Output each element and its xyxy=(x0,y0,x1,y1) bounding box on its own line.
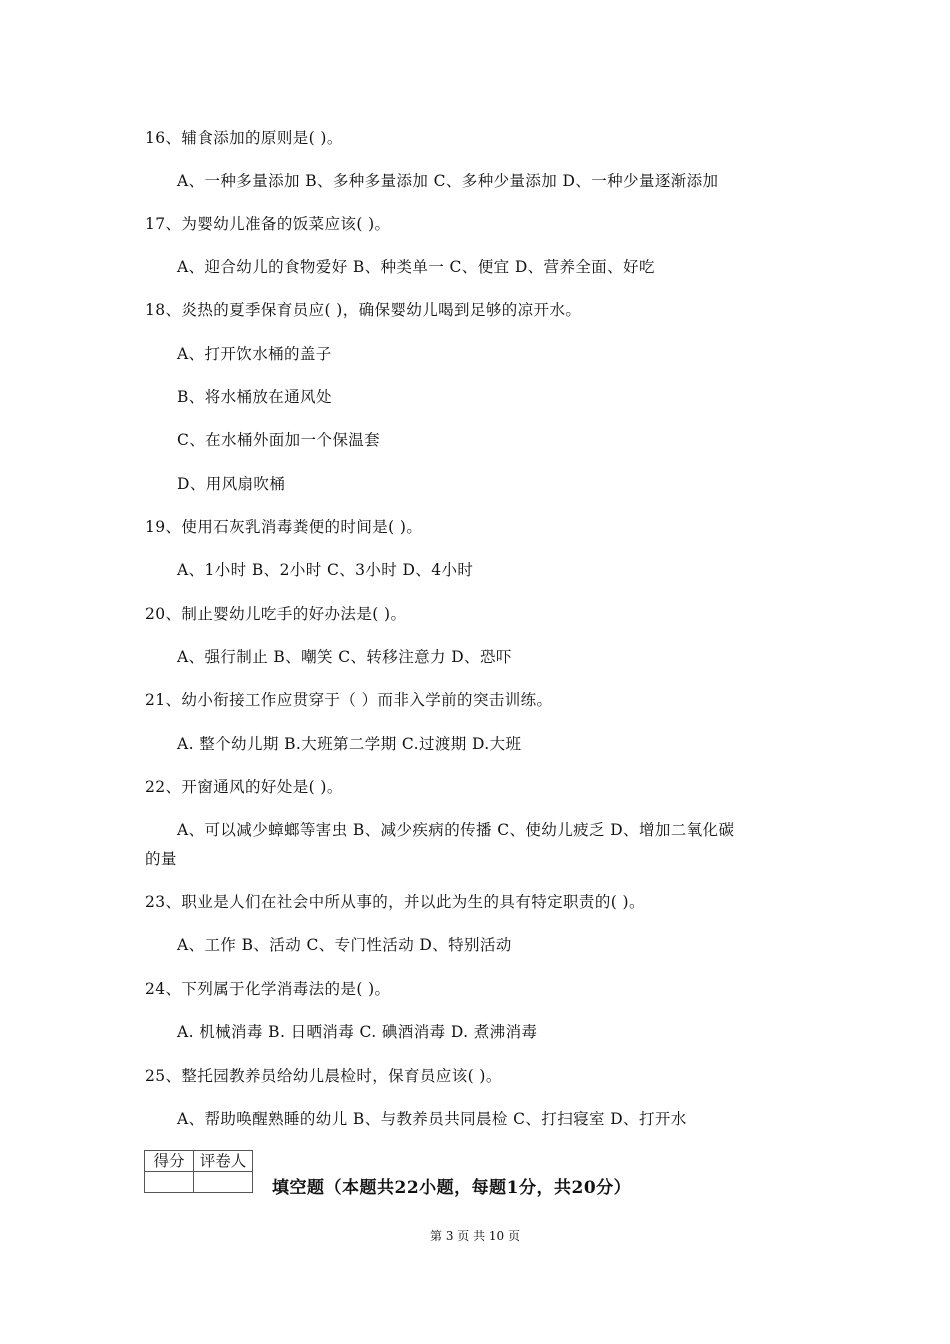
grader-header: 评卷人 xyxy=(194,1151,253,1172)
question-23-stem: 23、职业是人们在社会中所从事的，并以此为生的具有特定职责的( )。 xyxy=(145,893,645,911)
grader-cell xyxy=(194,1172,253,1193)
question-18-stem: 18、炎热的夏季保育员应( )，确保婴幼儿喝到足够的凉开水。 xyxy=(145,301,582,319)
question-18-option-d: D、用风扇吹桶 xyxy=(177,475,286,493)
question-18-option-a: A、打开饮水桶的盖子 xyxy=(177,345,332,363)
question-22-stem: 22、开窗通风的好处是( )。 xyxy=(145,778,343,796)
question-25-options: A、帮助唤醒熟睡的幼儿 B、与教养员共同晨检 C、打扫寝室 D、打开水 xyxy=(177,1110,687,1128)
score-header: 得分 xyxy=(145,1151,194,1172)
question-23-options: A、工作 B、活动 C、专门性活动 D、特别活动 xyxy=(177,936,512,954)
question-21-stem: 21、幼小衔接工作应贯穿于（ ）而非入学前的突击训练。 xyxy=(145,691,553,709)
question-16-stem: 16、辅食添加的原则是( )。 xyxy=(145,129,343,147)
question-18-option-b: B、将水桶放在通风处 xyxy=(177,388,332,406)
section-title: 填空题（本题共22小题，每题1分，共20分） xyxy=(272,1178,632,1198)
question-22-options: A、可以减少蟑螂等害虫 B、减少疾病的传播 C、使幼儿疲乏 D、增加二氧化碳 xyxy=(177,821,735,839)
question-20-stem: 20、制止婴幼儿吃手的好办法是( )。 xyxy=(145,605,407,623)
question-19-options: A、1小时 B、2小时 C、3小时 D、4小时 xyxy=(177,561,474,579)
question-17-stem: 17、为婴幼儿准备的饭菜应该( )。 xyxy=(145,215,391,233)
question-25-stem: 25、整托园教养员给幼儿晨检时，保育员应该( )。 xyxy=(145,1067,502,1085)
question-21-options: A. 整个幼儿期 B.大班第二学期 C.过渡期 D.大班 xyxy=(177,735,522,753)
question-22-options-continued: 的量 xyxy=(145,850,177,868)
question-16-options: A、一种多量添加 B、多种多量添加 C、多种少量添加 D、一种少量逐渐添加 xyxy=(177,172,719,190)
page-footer: 第 3 页 共 10 页 xyxy=(430,1229,520,1243)
question-24-stem: 24、下列属于化学消毒法的是( )。 xyxy=(145,980,391,998)
question-19-stem: 19、使用石灰乳消毒粪便的时间是( )。 xyxy=(145,518,423,536)
question-17-options: A、迎合幼儿的食物爱好 B、种类单一 C、便宜 D、营养全面、好吃 xyxy=(177,258,655,276)
question-20-options: A、强行制止 B、嘲笑 C、转移注意力 D、恐吓 xyxy=(177,648,512,666)
score-box xyxy=(144,1150,253,1193)
question-18-option-c: C、在水桶外面加一个保温套 xyxy=(177,431,381,449)
question-24-options: A. 机械消毒 B. 日晒消毒 C. 碘酒消毒 D. 煮沸消毒 xyxy=(177,1023,538,1041)
score-cell xyxy=(145,1172,194,1193)
